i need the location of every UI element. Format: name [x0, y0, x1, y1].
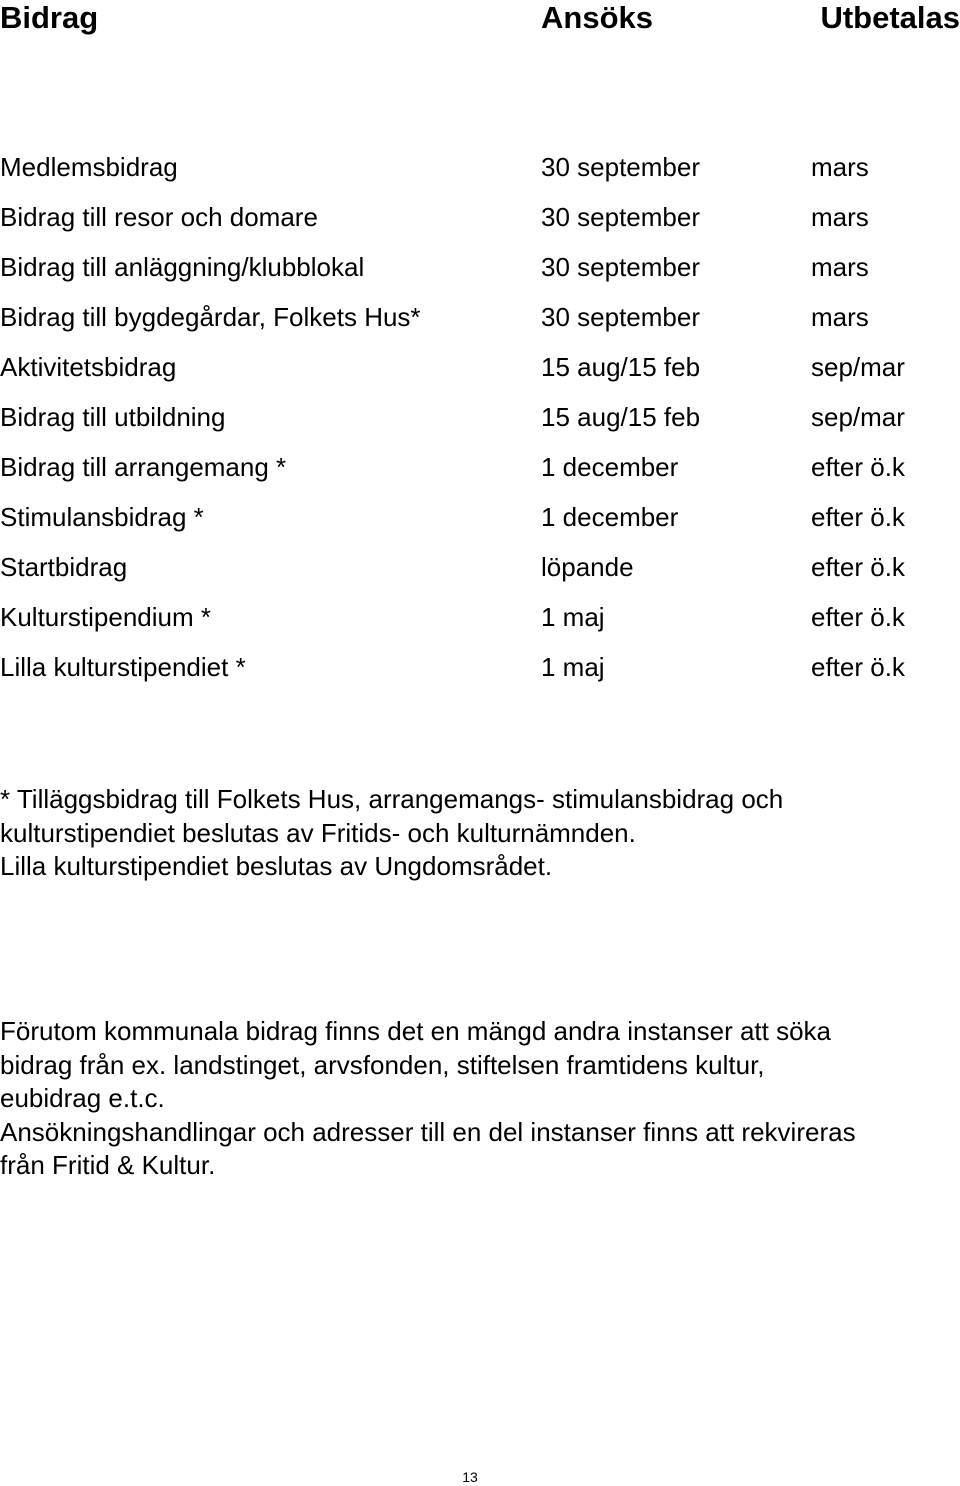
footnote — [0, 783, 960, 884]
cell-utbetalas: mars — [811, 202, 869, 232]
extra-info — [0, 1015, 960, 1183]
cell-bidrag: Startbidrag — [0, 552, 128, 582]
cell-ansoks: löpande — [541, 552, 634, 582]
table-row — [0, 299, 960, 349]
cell-bidrag: Bidrag till bygdegårdar, Folkets Hus* — [0, 302, 421, 332]
cell-ansoks: 30 september — [541, 302, 700, 332]
info-line: Förutom kommunala bidrag finns det en mängd andra instanser att söka — [0, 1016, 832, 1046]
cell-utbetalas: efter ö.k — [811, 652, 905, 682]
table-row — [0, 199, 960, 249]
cell-ansoks: 30 september — [541, 202, 700, 232]
cell-bidrag: Bidrag till arrangemang * — [0, 452, 287, 482]
table-row — [0, 349, 960, 399]
cell-bidrag: Aktivitetsbidrag — [0, 352, 177, 382]
footnote-line: Lilla kulturstipendiet beslutas av Ungdomsrådet. — [0, 851, 553, 881]
info-line: eubidrag e.t.c. — [0, 1083, 165, 1113]
cell-bidrag: Bidrag till resor och domare — [0, 202, 318, 232]
cell-utbetalas: mars — [811, 152, 869, 182]
table-row — [0, 649, 960, 699]
cell-utbetalas: sep/mar — [811, 352, 905, 382]
grant-table — [0, 149, 960, 699]
table-row — [0, 499, 960, 549]
cell-ansoks: 1 december — [541, 452, 679, 482]
page-number: 13 — [462, 1469, 478, 1485]
info-line: Ansökningshandlingar och adresser till en del instanser finns att rekvireras — [0, 1116, 856, 1147]
cell-ansoks: 15 aug/15 feb — [541, 402, 701, 432]
table-row — [0, 599, 960, 649]
cell-ansoks: 30 september — [541, 152, 700, 182]
cell-utbetalas: efter ö.k — [811, 552, 905, 582]
cell-ansoks: 15 aug/15 feb — [541, 352, 701, 382]
cell-bidrag: Kulturstipendium * — [0, 602, 211, 632]
cell-ansoks: 1 december — [541, 502, 679, 532]
cell-bidrag: Lilla kulturstipendiet * — [0, 652, 246, 682]
header-ansoks: Ansöks — [541, 0, 653, 35]
footnote-line: kulturstipendiet beslutas av Fritids- och kulturnämnden. — [0, 817, 636, 848]
footnote-line: * Tilläggsbidrag till Folkets Hus, arrangemangs- stimulansbidrag och — [0, 784, 784, 814]
table-row — [0, 249, 960, 299]
cell-ansoks: 1 maj — [541, 652, 605, 682]
table-row — [0, 399, 960, 449]
table-row — [0, 549, 960, 599]
info-line: bidrag från ex. landstinget, arvsfonden, stiftelsen framtidens kultur, — [0, 1049, 765, 1080]
cell-bidrag: Medlemsbidrag — [0, 152, 178, 182]
cell-utbetalas: efter ö.k — [811, 452, 905, 482]
cell-ansoks: 30 september — [541, 252, 700, 282]
cell-utbetalas: efter ö.k — [811, 602, 905, 632]
info-line: från Fritid & Kultur. — [0, 1150, 216, 1180]
header-bidrag: Bidrag — [0, 0, 99, 35]
cell-ansoks: 1 maj — [541, 602, 605, 632]
table-row — [0, 449, 960, 499]
cell-utbetalas: efter ö.k — [811, 502, 905, 532]
cell-utbetalas: mars — [811, 302, 869, 332]
cell-utbetalas: mars — [811, 252, 869, 282]
header-utbetalas: Utbetalas — [820, 0, 960, 35]
cell-bidrag: Bidrag till anläggning/klubblokal — [0, 252, 365, 282]
cell-bidrag: Bidrag till utbildning — [0, 402, 226, 432]
table-row — [0, 149, 960, 199]
cell-bidrag: Stimulansbidrag * — [0, 502, 204, 532]
cell-utbetalas: sep/mar — [811, 402, 905, 432]
